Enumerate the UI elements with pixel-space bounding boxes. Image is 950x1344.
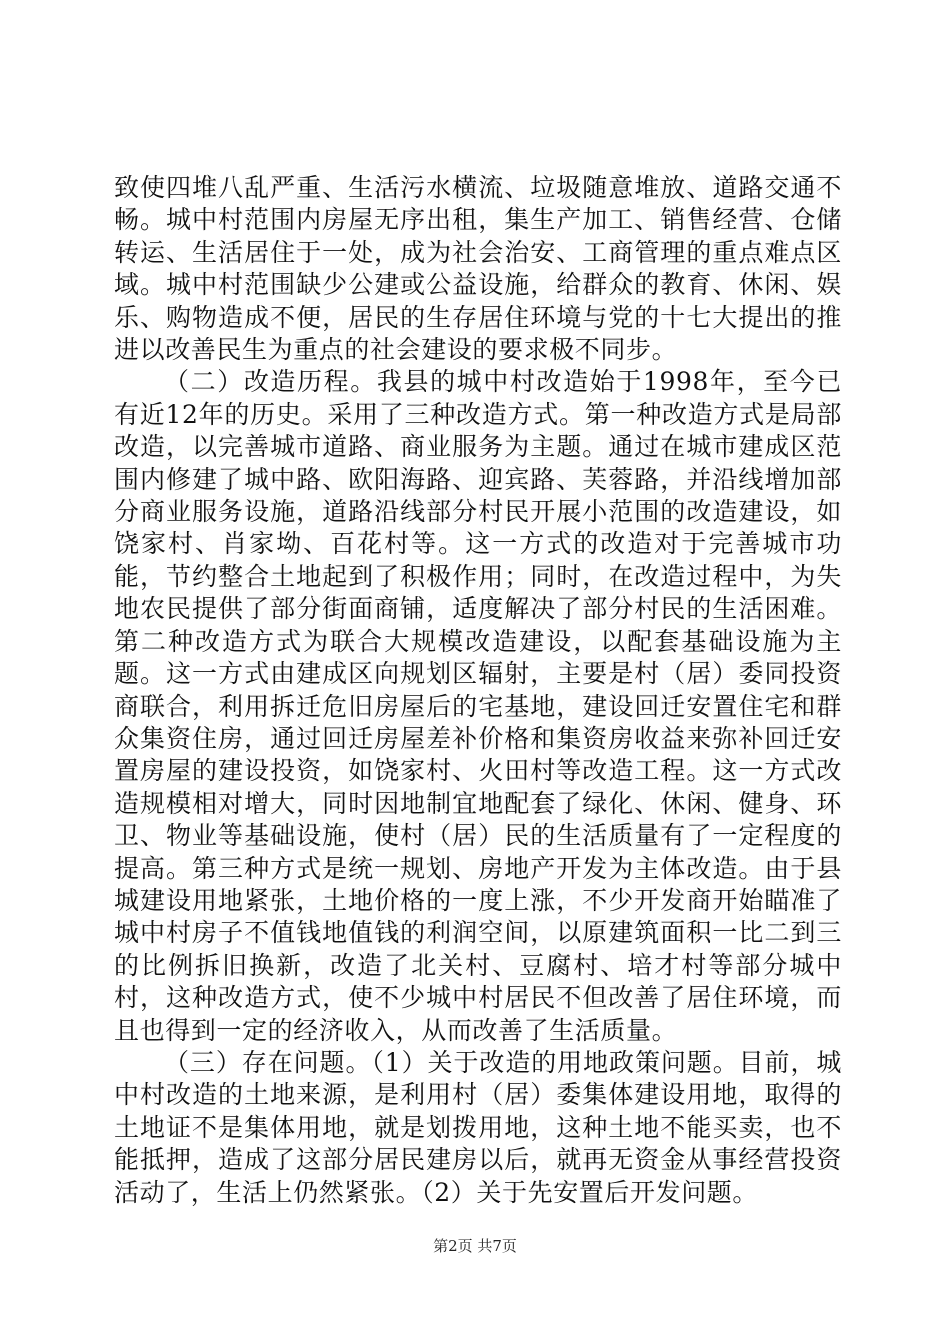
paragraph-continuation: 致使四堆八乱严重、生活污水横流、垃圾随意堆放、道路交通不畅。城中村范围内房屋无序出租，集生产加工、销售经营、仓储转运、生活居住于一处，成为社会治安、工商管理的重点难点区域。城中村范围缺少公建或公益设施，给群众的教育、休闲、娱乐、购物造成不便，居民的生存居住环境与党的十七大提出的推进以改善民生为重点的社会建设的要求极不同步。 <box>114 173 842 365</box>
body-text <box>114 172 842 1209</box>
paragraph-reform-history: （二）改造历程。我县的城中村改造始于1998年，至今已有近12年的历史。采用了三种改造方式。第一种改造方式是局部改造，以完善城市道路、商业服务为主题。通过在城市建成区范围内修建了城中路、欧阳海路、迎宾路、芙蓉路，并沿线增加部分商业服务设施，道路沿线部分村民开展小范围的改造建设，如饶家村、肖家坳、百花村等。这一方式的改造对于完善城市功能，节约整合土地起到了积极作用；同时，在改造过程中，为失地农民提供了部分街面商铺，适度解决了部分村民的生活困难。第二种改造方式为联合大规模改造建设，以配套基础设施为主题。这一方式由建成区向规划区辐射，主要是村（居）委同投资商联合，利用拆迁危旧房屋后的宅基地，建设回迁安置住宅和群众集资住房，通过回迁房屋差补价格和集资房收益来弥补回迁安置房屋的建设投资，如饶家村、火田村等改造工程。这一方式改造规模相对增大，同时因地制宜地配套了绿化、休闲、健身、环卫、物业等基础设施，使村（居）民的生活质量有了一定程度的提高。第三种方式是统一规划、房地产开发为主体改造。由于县城建设用地紧张，土地价格的一度上涨，不少开发商开始瞄准了城中村房子不值钱地值钱的利润空间，以原建筑面积一比二到三的比例拆旧换新，改造了北关村、豆腐村、培才村等部分城中村，这种改造方式，使不少城中村居民不但改善了居住环境，而且也得到一定的经济收入，从而改善了生活质量。 <box>114 367 842 1045</box>
page-footer: 第2页 共7页 <box>433 1237 517 1255</box>
paragraph-existing-problems: （三）存在问题。（1）关于改造的用地政策问题。目前，城中村改造的土地来源，是利用村（居）委集体建设用地，取得的土地证不是集体用地，就是划拨用地，这种土地不能买卖，也不能抵押，造成了这部分居民建房以后，就再无资金从事经营投资活动了，生活上仍然紧张。（2）关于先安置后开发问题。 <box>114 1047 842 1207</box>
